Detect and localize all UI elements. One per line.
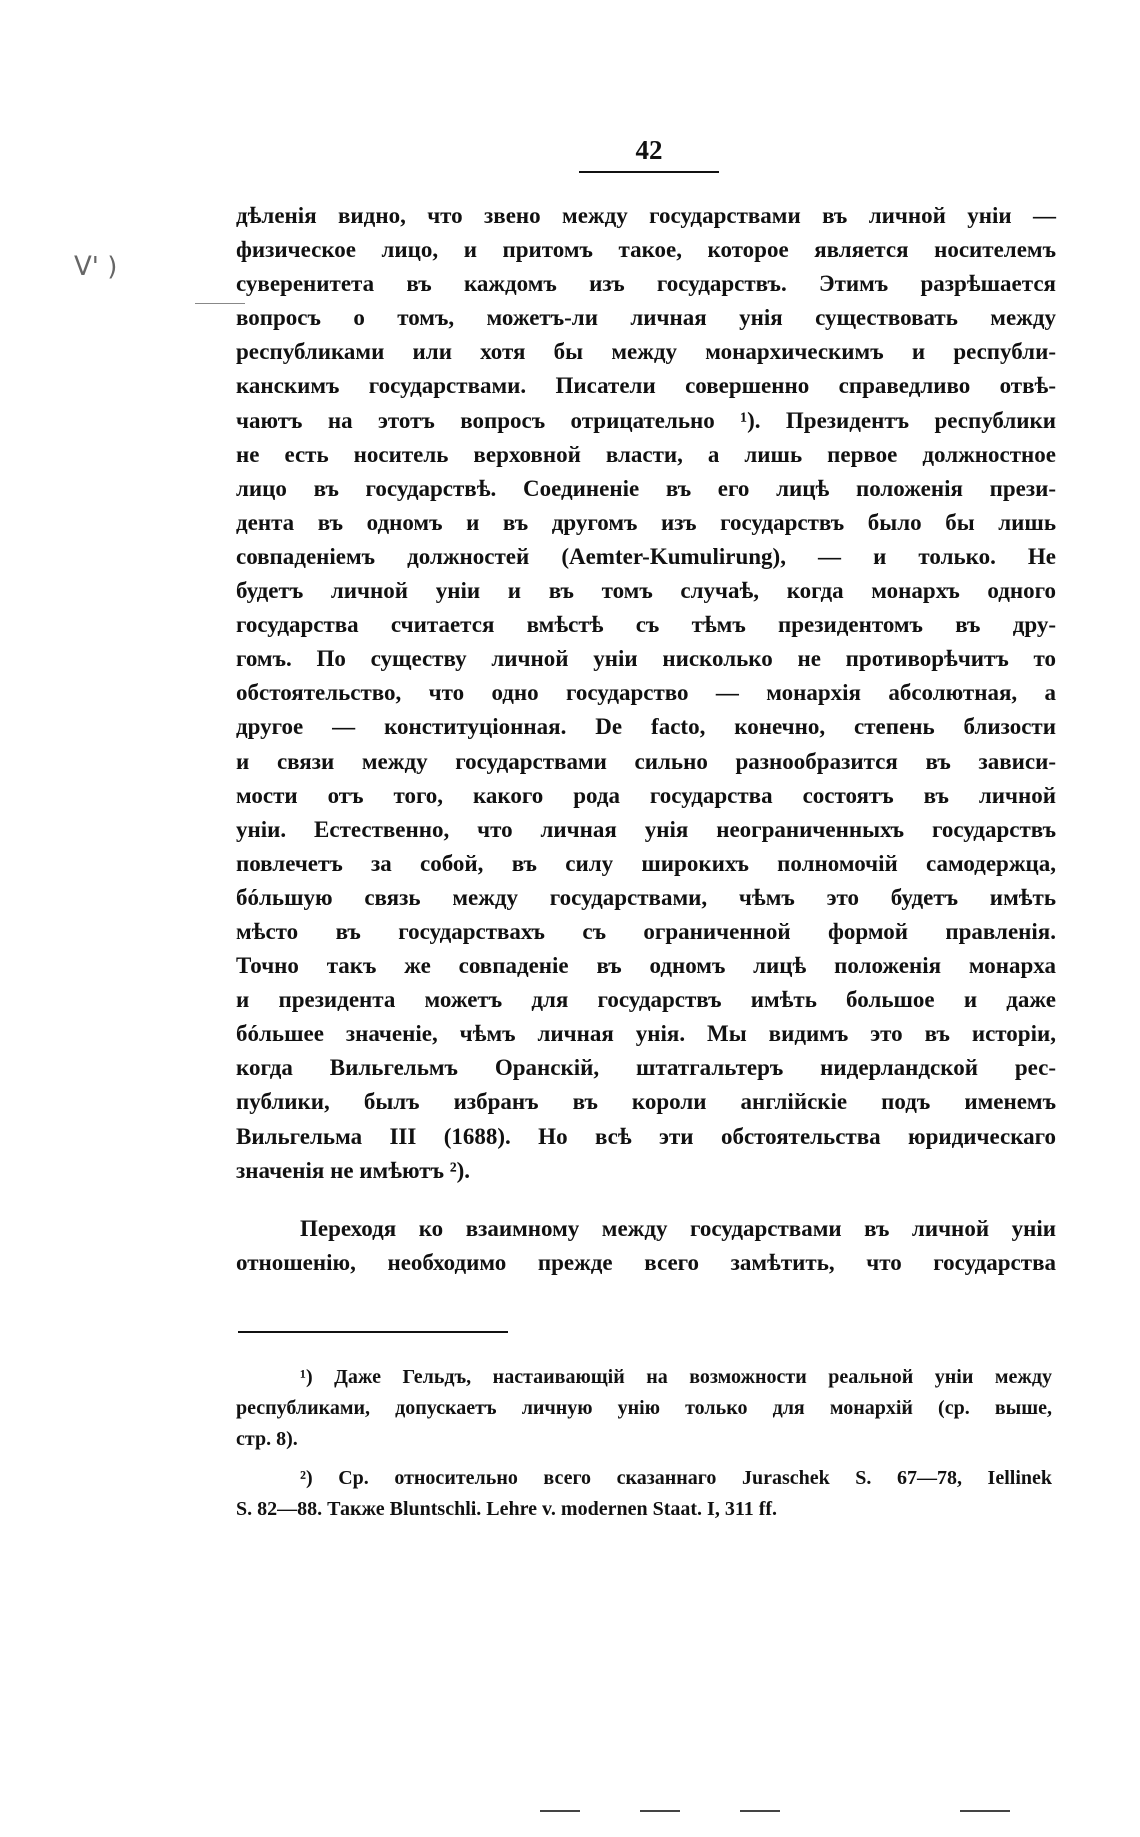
- text-line: и президента можетъ для государствъ имѣть большое и даже: [236, 987, 1056, 1013]
- text-line: вопросъ о томъ, можетъ-ли личная унія существовать между: [236, 305, 1056, 331]
- scan-edge-mark: [640, 1810, 680, 1812]
- text-line: государства считается вмѣстѣ съ тѣмъ президентомъ въ дру-: [236, 612, 1056, 638]
- text-line: совпаденіемъ должностей (Aemter-Kumulirung), — и только. Не: [236, 543, 1056, 569]
- text-line: другое — конституціонная. De facto, конечно, степень близости: [236, 714, 1056, 740]
- text-line: суверенитета въ каждомъ изъ государствъ. Этимъ разрѣшается: [236, 271, 1056, 297]
- text-line: когда Вильгельмъ Оранскій, штатгальтеръ нидерландской рес-: [236, 1055, 1056, 1081]
- text-line: республиками или хотя бы между монархическимъ и республи-: [236, 339, 1056, 365]
- text-line: гомъ. По существу личной уніи нисколько не противорѣчитъ то: [236, 646, 1056, 672]
- scan-edge-mark: [960, 1810, 1010, 1812]
- scan-edge-mark: [740, 1810, 780, 1812]
- text-line: лицо въ государствѣ. Соединеніе въ его лицѣ положенія прези-: [236, 475, 1056, 501]
- text-line: мости отъ того, какого рода государства состоятъ въ личной: [236, 782, 1056, 808]
- footnotes: [236, 1362, 1052, 1533]
- footnote-line: ²) Ср. относительно всего сказаннаго Juraschek S. 67—78, Iellinek: [300, 1467, 1052, 1489]
- text-line: публики, былъ избранъ въ короли англійскіе подъ именемъ: [236, 1089, 1056, 1115]
- text-line: дѣленія видно, что звено между государствами въ личной уніи —: [236, 203, 1056, 228]
- footnote-2: [236, 1463, 1052, 1525]
- footnote-divider: [238, 1331, 508, 1333]
- footnote-line: республиками, допускаетъ личную унію только для монархій (ср. выше,: [236, 1397, 1052, 1419]
- text-line: не есть носитель верховной власти, а лишь первое должностное: [236, 441, 1056, 467]
- text-line: бóльшую связь между государствами, чѣмъ это будетъ имѣть: [236, 884, 1056, 910]
- text-line: уніи. Естественно, что личная унія неограниченныхъ государствъ: [236, 816, 1056, 842]
- footnote-line: ¹) Даже Гельдъ, настаивающій на возможности реальной уніи между: [300, 1366, 1052, 1388]
- second-paragraph: [236, 1212, 1056, 1280]
- text-line: физическое лицо, и притомъ такое, которое является носителемъ: [236, 237, 1056, 263]
- footnote-line: стр. 8).: [236, 1428, 298, 1450]
- text-line: Переходя ко взаимному между государствами въ личной уніи: [300, 1216, 1056, 1241]
- scan-edge-mark: [540, 1810, 580, 1812]
- text-line: чаютъ на этотъ вопросъ отрицательно ¹). Президентъ республики: [236, 407, 1056, 433]
- text-line: Вильгельма III (1688). Но всѣ эти обстоятельства юридическаго: [236, 1123, 1056, 1149]
- main-paragraph: [236, 199, 1056, 1188]
- text-line: обстоятельство, что одно государство — монархія абсолютная, а: [236, 680, 1056, 706]
- page-number: 42: [579, 134, 719, 173]
- footnote-1: [236, 1362, 1052, 1455]
- text-line: значенія не имѣютъ ²).: [236, 1157, 471, 1183]
- text-line: канскимъ государствами. Писатели совершенно справедливо отвѣ-: [236, 373, 1056, 399]
- margin-pencil-mark: ᐯ' ): [74, 252, 118, 282]
- text-line: дента въ одномъ и въ другомъ изъ государствъ было бы лишь: [236, 509, 1056, 535]
- text-line: отношенію, необходимо прежде всего замѣтить, что государства: [236, 1250, 1056, 1276]
- text-line: мѣсто въ государствахъ съ ограниченной формой правленія.: [236, 918, 1056, 944]
- text-line: повлечетъ за собой, въ силу широкихъ полномочій самодержца,: [236, 850, 1056, 876]
- footnote-line: S. 82—88. Также Bluntschli. Lehre v. modernen Staat. I, 311 ff.: [236, 1498, 778, 1520]
- text-line: будетъ личной уніи и въ томъ случаѣ, когда монархъ одного: [236, 578, 1056, 604]
- text-line: бóльшее значеніе, чѣмъ личная унія. Мы видимъ это въ исторіи,: [236, 1021, 1056, 1047]
- text-line: Точно такъ же совпаденіе въ одномъ лицѣ положенія монарха: [236, 953, 1056, 979]
- text-line: и связи между государствами сильно разнообразится въ зависи-: [236, 748, 1056, 774]
